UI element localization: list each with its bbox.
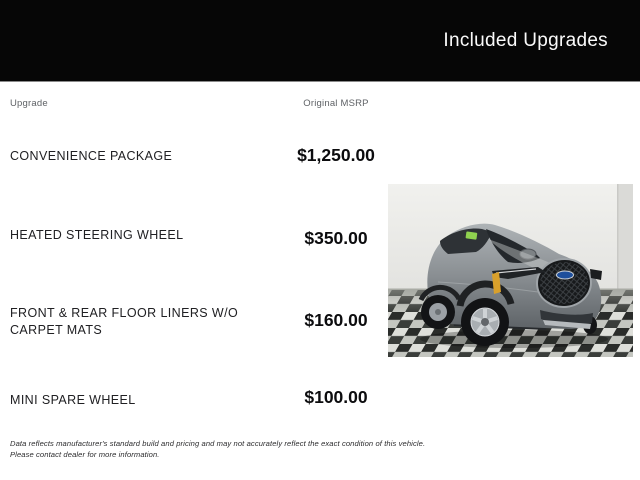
ford-badge bbox=[557, 271, 574, 279]
disclaimer-line-1: Data reflects manufacturer's standard build and pricing and may not accurately reflect the exact condition of this vehicle. bbox=[10, 439, 426, 448]
table-row bbox=[10, 145, 610, 165]
disclaimer-line-2: Please contact dealer for more information. bbox=[10, 449, 160, 459]
upgrade-price: $1,250.00 bbox=[297, 145, 375, 165]
upgrade-price: $100.00 bbox=[304, 387, 368, 407]
column-header-msrp: Original MSRP bbox=[303, 98, 369, 109]
upgrade-name: MINI SPARE WHEEL bbox=[10, 393, 136, 407]
upgrade-price: $350.00 bbox=[304, 228, 368, 248]
vehicle-photo bbox=[388, 184, 633, 357]
upgrade-name: FRONT & REAR FLOOR LINERS W/O CARPET MATS bbox=[10, 306, 239, 337]
upgrade-price: $160.00 bbox=[304, 310, 368, 330]
vehicle-photo-illustration bbox=[388, 184, 633, 357]
front-wheel bbox=[461, 298, 509, 346]
upgrade-name: HEATED STEERING WHEEL bbox=[10, 228, 184, 242]
page-title: Included Upgrades bbox=[443, 29, 608, 51]
table-row bbox=[10, 387, 610, 409]
upgrade-name: CONVENIENCE PACKAGE bbox=[10, 149, 173, 163]
disclaimer bbox=[10, 439, 425, 460]
rear-wheel bbox=[421, 295, 455, 329]
car-shadow bbox=[420, 330, 608, 348]
column-header-upgrade: Upgrade bbox=[10, 98, 48, 109]
header-bar bbox=[0, 0, 640, 82]
